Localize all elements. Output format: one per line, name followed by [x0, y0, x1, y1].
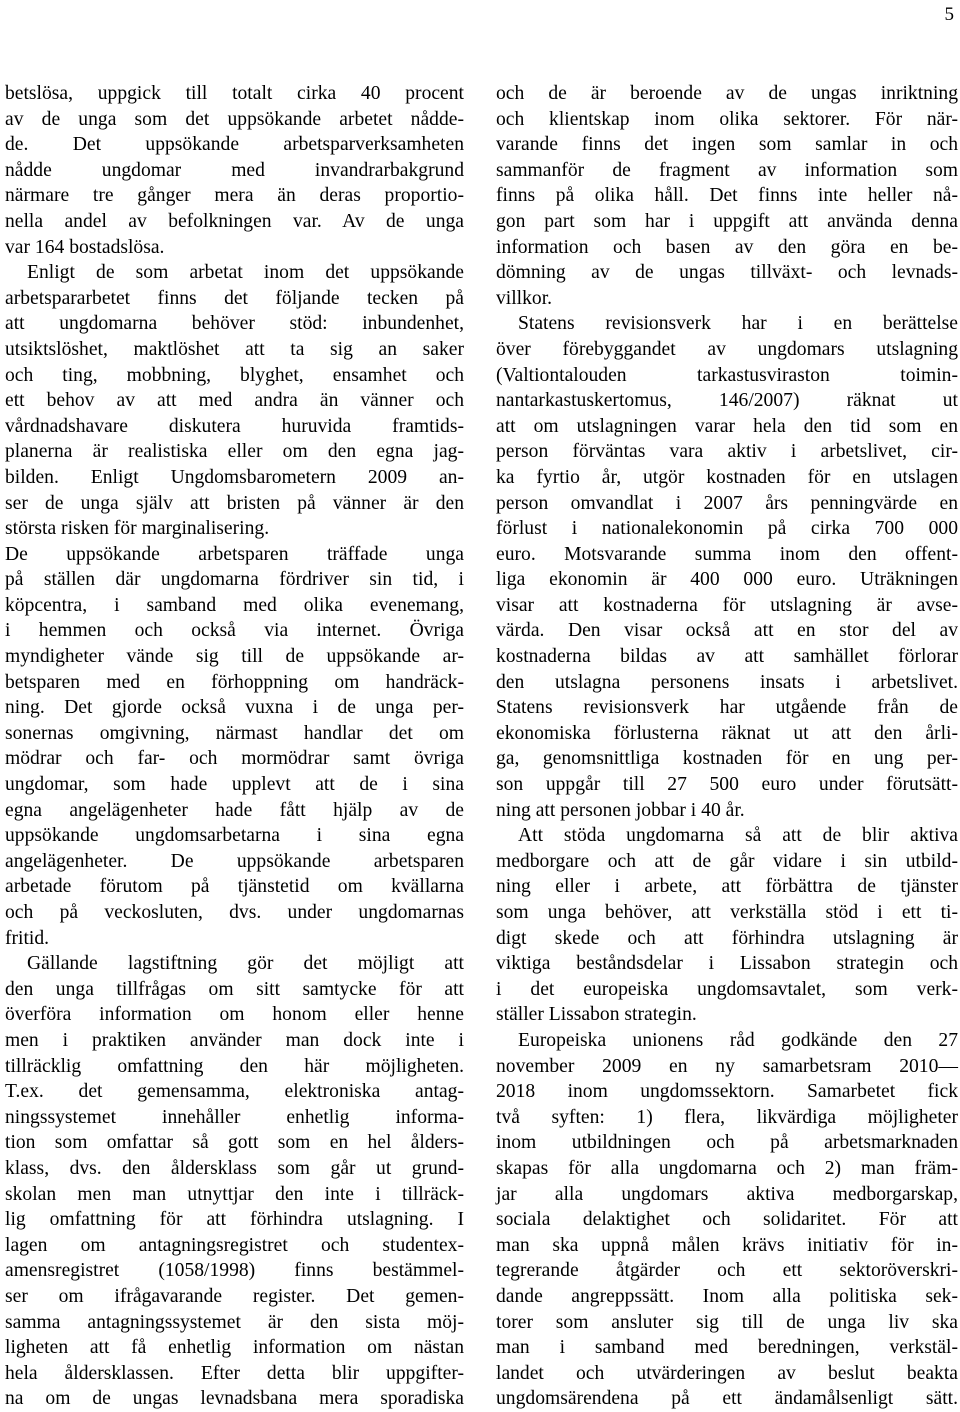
text-line: visar att kostnaderna för utslagning är avse- — [496, 594, 958, 616]
text-line: och på veckosluten, dvs. under ungdomarnas — [5, 902, 464, 923]
text-line: nådde ungdomar med invandrarbakgrund — [5, 159, 464, 181]
right-text-column — [496, 81, 958, 1412]
text-line: utsiktslöshet, maktlöshet att ta sig an saker — [5, 338, 464, 360]
text-line: på ställen där ungdomarna fördriver sin tid, i — [5, 569, 464, 591]
text-line: ett behov av att med andra än vänner och — [5, 390, 464, 412]
text-line: närmare tre gånger mera än deras proportio- — [5, 185, 464, 207]
text-line: av de unga som det uppsökande arbetet nådde- — [5, 108, 464, 130]
text-line: den unga tillfrågas om sitt samtycke för att — [5, 978, 464, 1000]
text-line: ser de unga själv att bristen på vänner är den — [5, 492, 464, 514]
left-text-column — [5, 81, 464, 1412]
text-line: man i samband med beredningen, verkstäl- — [496, 1337, 958, 1359]
text-line: Statens revisionsverk har utgående från de — [496, 697, 958, 719]
text-line: de. Det uppsökande arbetsparverksamheten — [5, 134, 464, 156]
text-line: tion som omfattar så gott som en hel ålders- — [5, 1132, 464, 1154]
text-line: ligheten att få enhetlig information om nästan — [5, 1337, 464, 1359]
text-line: samma antagningssystemet är den sista möj- — [5, 1311, 464, 1333]
text-line: 2018 inom ungdomssektorn. Samarbetet fick — [496, 1081, 958, 1103]
text-line: kostnaderna bildas av att samhället förlorar — [496, 646, 958, 668]
text-line: ser om ifrågavarande register. Det gemen- — [5, 1285, 464, 1307]
text-line: fritid. — [5, 927, 50, 949]
text-line: två syften: 1) flera, likvärdiga möjligheter — [496, 1106, 958, 1128]
text-line: lagen om antagningsregistret och studentex- — [5, 1234, 464, 1256]
text-line: och de är beroende av de ungas inriktning — [496, 83, 958, 104]
text-line: jar alla ungdomars aktiva medborgarskap, — [496, 1183, 958, 1205]
text-line: bilden. Enligt Ungdomsbarometern 2009 an- — [5, 466, 464, 488]
text-line: amensregistret (1058/1998) finns bestämmel- — [5, 1260, 464, 1282]
text-line: vårdnadshavare diskutera huruvida framtids- — [5, 415, 464, 437]
text-line: T.ex. det gemensamma, elektroniska antag- — [5, 1081, 464, 1103]
text-line: person förväntas vara aktiv i arbetslivet, cir- — [496, 441, 958, 463]
text-line: ga, genomsnittliga kostnaden för en ung per- — [496, 748, 958, 770]
text-line: sonernas omgivning, närmast handlar det om — [5, 722, 464, 744]
text-line: De uppsökande arbetsparen träffade unga — [5, 543, 464, 565]
text-line: överföra information om honom eller henne — [5, 1004, 464, 1026]
text-line: Statens revisionsverk har i en berättelse — [518, 313, 958, 335]
text-line: som unga behöver, att verkställa stöd i ett ti- — [496, 902, 958, 923]
text-line: var 164 bostadslösa. — [5, 236, 165, 258]
text-line: nantarkastuskertomus, 146/2007) räknat ut — [496, 390, 958, 412]
text-line: betsparen med en förhoppning om handräck- — [5, 671, 464, 693]
text-line: Europeiska unionens råd godkände den 27 — [518, 1029, 958, 1051]
text-line: och ting, mobbning, blyghet, ensamhet och — [5, 364, 464, 386]
text-line: sammanför de fragment av information som — [496, 159, 958, 181]
text-line: skolan men man utnyttjar den inte i tillräck- — [5, 1183, 464, 1205]
text-line: planerna är realistiska eller om den egna jag- — [5, 441, 464, 463]
text-line: klass, dvs. den åldersklass som går ut grund- — [5, 1157, 464, 1179]
text-line: ning. Det gjorde också vuxna i de unga per- — [5, 697, 464, 719]
text-line: i det europeiska ungdomsavtalet, som verk- — [496, 978, 958, 1000]
text-line: villkor. — [496, 287, 553, 309]
text-line: arbetade förutom på tjänstetid om kvällarna — [5, 876, 464, 898]
text-line: Enligt de som arbetat inom det uppsökande — [27, 262, 464, 284]
text-line: dande angreppssätt. Inom alla politiska sek- — [496, 1285, 958, 1307]
text-line: köpcentra, i samband med olika evenemang, — [5, 594, 464, 616]
text-line: man ska uppnå målen krävs initiativ för in- — [496, 1234, 958, 1256]
text-line: dömning av de ungas tillväxt- och levnads- — [496, 262, 958, 284]
text-line: att om utslagningen varar hela den tid som en — [496, 415, 958, 437]
text-line: (Valtiontalouden tarkastusviraston toimin- — [496, 364, 958, 386]
text-line: sociala delaktighet och solidaritet. För att — [496, 1209, 958, 1231]
text-line: hela åldersklassen. Efter detta blir uppgifter- — [5, 1362, 464, 1384]
text-line: torer som ansluter sig till de unga liv ska — [496, 1311, 958, 1333]
text-line: uppsökande ungdomsarbetarna i sina egna — [5, 825, 464, 847]
text-line: egna angelägenheter hade fått hjälp av de — [5, 799, 464, 821]
text-line: ekonomiska förlusterna räknat ut att den årli- — [496, 722, 958, 744]
text-line: ningssystemet innehåller enhetlig informa- — [5, 1106, 464, 1128]
text-line: ka fyrtio år, utgör kostnaden för en utslagen — [496, 466, 958, 488]
text-line: Att stöda ungdomarna så att de blir aktiva — [518, 825, 958, 847]
text-line: och klientskap inom olika sektorer. För när- — [496, 108, 958, 130]
text-line: ungdomsärendena på ett ändamålsenligt sätt. — [496, 1388, 958, 1410]
text-line: november 2009 en ny samarbetsram 2010— — [496, 1055, 958, 1077]
text-line: nella andel av befolkningen var. Av de unga — [5, 210, 464, 232]
text-line: euro. Motsvarande summa inom den offent- — [496, 543, 958, 565]
text-line: ungdomar, som hade upplevt att de i sina — [5, 774, 464, 796]
text-line: tillräcklig omfattning den här möjligheten. — [5, 1055, 464, 1077]
text-line: inom utbildningen och på arbetsmarknaden — [496, 1132, 958, 1154]
text-line: ning eller i arbete, att förbättra de tjänster — [496, 876, 958, 898]
text-line: värda. Den visar också att en stor del av — [496, 620, 958, 642]
text-line: att ungdomarna behöver stöd: inbundenhet, — [5, 313, 464, 335]
text-line: viktiga beståndsdelar i Lissabon strategin och — [496, 953, 958, 975]
text-line: tegrerande åtgärder och ett sektoröverskri- — [496, 1260, 958, 1282]
text-line: över förebyggandet av ungdomars utslagning — [496, 338, 958, 360]
text-line: person omvandlat i 2007 års penningvärde en — [496, 492, 958, 514]
text-line: angelägenheter. De uppsökande arbetsparen — [5, 850, 464, 872]
text-line: mödrar och far- och mormödrar samt övriga — [5, 748, 464, 770]
text-line: ning att personen jobbar i 40 år. — [496, 799, 745, 821]
text-line: förlust i nationalekonomin på cirka 700 000 — [496, 518, 958, 540]
text-line: men i praktiken använder man dock inte i — [5, 1029, 464, 1051]
text-line: landet och utvärderingen av beslut beakta — [496, 1362, 958, 1384]
text-line: varande finns det ingen som samlar in och — [496, 134, 958, 156]
text-line: i hemmen och också via internet. Övriga — [5, 620, 464, 642]
text-line: information och basen av den göra en be- — [496, 236, 958, 258]
text-line: ställer Lissabon strategin. — [496, 1004, 697, 1026]
text-line: arbetspararbetet finns det följande tecken på — [5, 287, 464, 309]
text-line: största risken för marginalisering. — [5, 518, 270, 540]
text-line: finns på olika håll. Det finns inte heller nå- — [496, 185, 958, 207]
text-line: Gällande lagstiftning gör det möjligt att — [27, 953, 464, 975]
text-line: myndigheter vände sig till de uppsökande ar- — [5, 646, 464, 668]
text-line: betslösa, uppgick till totalt cirka 40 procent — [5, 83, 464, 104]
text-line: gon part som har i uppgift att använda denna — [496, 210, 958, 232]
text-line: digt skede och att förhindra utslagning är — [496, 927, 958, 949]
text-line: skapas för alla ungdomarna och 2) man främ- — [496, 1157, 958, 1179]
text-line: medborgare och att de går vidare i sin utbild- — [496, 850, 958, 872]
text-line: den utslagna personens insats i arbetslivet. — [496, 671, 958, 693]
text-line: son uppgår till 27 500 euro under förutsätt- — [496, 774, 958, 796]
text-line: na om de ungas levnadsbana mera sporadiska — [5, 1388, 464, 1410]
text-line: liga ekonomin är 400 000 euro. Uträkningen — [496, 569, 958, 591]
text-line: lig omfattning för att förhindra utslagning. I — [5, 1209, 464, 1231]
page-number: 5 — [944, 4, 954, 25]
